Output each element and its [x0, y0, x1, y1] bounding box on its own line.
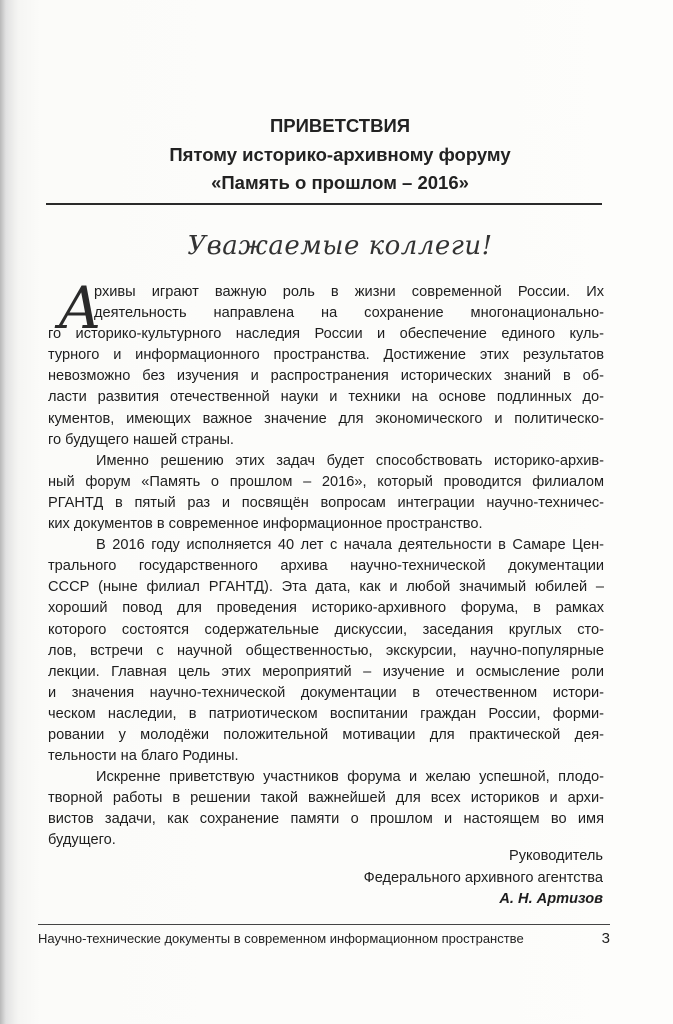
signatory-position: Руководитель	[508, 848, 603, 864]
body-line: которого состоятся содержательные дискуссии, заседания круглых сто-	[48, 621, 604, 638]
body-line: трального государственного архива научно-технической документации	[48, 558, 604, 575]
body-line: СССР (ныне филиал РГАНТД). Эта дата, как и любой значимый юбилей –	[48, 579, 604, 596]
body-line: рхивы играют важную роль в жизни современной России. Их	[94, 284, 604, 300]
body-line: Именно решению этих задач будет способствовать историко-архив-	[96, 452, 604, 469]
body-line: ласти развития отечественной науки и техники на основе подлинных до-	[48, 389, 604, 406]
body-line: го будущего нашей страны.	[48, 431, 234, 448]
body-line: тельности на благо Родины.	[48, 748, 239, 765]
drop-cap-letter: А	[58, 274, 102, 342]
body-line: и значения научно-технической документации в отечественном истори-	[48, 684, 604, 701]
body-line: кументов, имеющих важное значение для экономического и политическо-	[48, 410, 604, 427]
body-line: ный форум «Память о прошлом – 2016», который проводится филиалом	[48, 473, 604, 490]
page-footer	[38, 930, 610, 948]
page-title: ПРИВЕТСТВИЯ	[269, 115, 411, 136]
body-line: вистов задачи, как сохранение памяти о прошлом и настоящем во имя	[48, 811, 604, 828]
body-line: В 2016 году исполняется 40 лет с начала деятельности в Самаре Цен-	[96, 537, 604, 554]
body-line: ких документов в современное информационное пространство.	[48, 516, 483, 533]
body-line: РГАНТД в пятый раз и посвящён вопросам интеграции научно-техничес-	[48, 494, 604, 511]
body-line: турного и информационного пространства. Достижение этих результатов	[48, 347, 604, 364]
footer-divider	[38, 924, 610, 925]
signatory-organization: Федерального архивного агентства	[363, 869, 603, 886]
page-number: 3	[601, 930, 610, 947]
body-line: лов, встречи с научной общественностью, экскурсии, научно-популярные	[48, 642, 604, 659]
signature-block	[364, 846, 603, 911]
letter-body	[48, 274, 604, 852]
body-line: Искренне приветствую участников форума и желаю успешной, плодо-	[96, 769, 604, 786]
body-line: хороший повод для проведения историко-архивного форума, в рамках	[48, 600, 604, 617]
greeting-heading: Уважаемые коллеги!	[187, 231, 493, 261]
body-line: творной работы в решении такой важнейшей для всех историков и архи-	[48, 790, 604, 807]
body-line: деятельность направлена на сохранение многонационально-	[94, 305, 604, 322]
body-line: ровании у молодёжи положительной мотивации для практической дея-	[48, 726, 604, 743]
body-line: невозможно без изучения и распространения исторических знаний в об-	[48, 368, 604, 385]
signatory-name: А. Н. Артизов	[499, 891, 603, 907]
header-divider	[46, 203, 602, 205]
body-line: ческом наследии, в патриотическом воспитании граждан России, форми-	[48, 705, 604, 722]
forum-name: «Память о прошлом – 2016»	[211, 172, 469, 193]
page-subtitle: Пятому историко-архивному форуму	[169, 144, 511, 165]
body-line: лекции. Главная цель этих мероприятий – изучение и осмысление роли	[48, 663, 604, 680]
body-line: будущего.	[48, 832, 116, 849]
running-title: Научно-технические документы в современном информационном пространстве	[38, 931, 524, 946]
body-line: го историко-культурного наследия России и обеспечение единого куль-	[48, 326, 604, 343]
